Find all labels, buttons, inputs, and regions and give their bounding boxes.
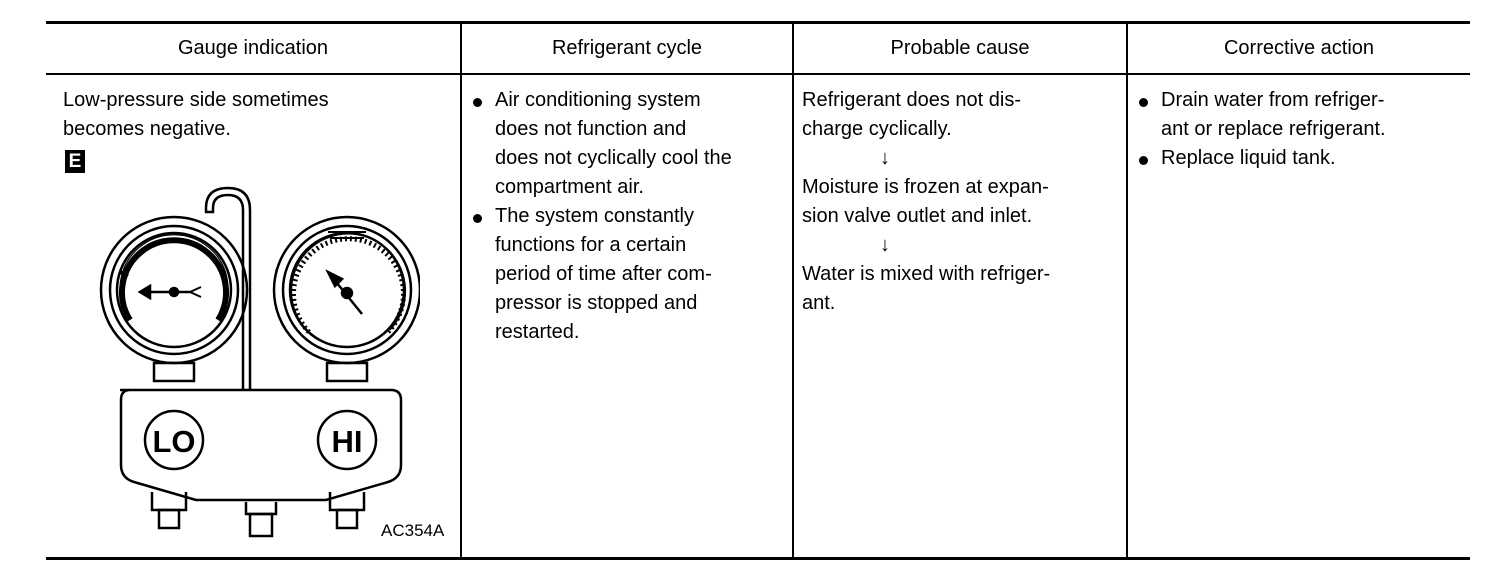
refrigerant-cycle-item: Air conditioning system does not function and does not cyclically cool the compartment air. bbox=[470, 86, 786, 202]
probable-cause-cell bbox=[802, 86, 1120, 318]
down-arrow-icon: ↓ bbox=[880, 147, 890, 169]
header-probable-cause: Probable cause bbox=[890, 37, 1030, 59]
column-divider bbox=[460, 23, 462, 558]
corrective-action-item: Replace liquid tank. bbox=[1136, 144, 1466, 173]
condition-badge: E bbox=[65, 150, 85, 173]
probable-cause-step: Refrigerant does not dis- charge cyclically. bbox=[802, 89, 1022, 140]
manifold-gauge-figure bbox=[90, 180, 420, 540]
corrective-action-cell bbox=[1136, 86, 1466, 173]
refrigerant-cycle-cell bbox=[470, 86, 786, 347]
table-bottom-rule bbox=[46, 557, 1470, 560]
header-separator-rule bbox=[46, 73, 1470, 75]
refrigerant-cycle-item: The system constantly functions for a certain period of time after com- pressor is stopped and restarted. bbox=[470, 202, 786, 347]
column-divider bbox=[792, 23, 794, 558]
lo-label: LO bbox=[152, 424, 196, 459]
probable-cause-step: Moisture is frozen at expan- sion valve outlet and inlet. bbox=[802, 176, 1049, 227]
gauge-indication-text: Low-pressure side sometimes becomes negative. bbox=[63, 89, 329, 140]
hi-label: HI bbox=[331, 424, 363, 459]
header-gauge-indication: Gauge indication bbox=[177, 37, 329, 59]
header-refrigerant-cycle: Refrigerant cycle bbox=[551, 37, 703, 59]
down-arrow-icon: ↓ bbox=[880, 234, 890, 256]
header-corrective-action: Corrective action bbox=[1223, 37, 1375, 59]
probable-cause-step: Water is mixed with refriger- ant. bbox=[802, 263, 1051, 314]
corrective-action-item: Drain water from refriger- ant or replace refrigerant. bbox=[1136, 86, 1466, 144]
column-divider bbox=[1126, 23, 1128, 558]
figure-code: AC354A bbox=[381, 521, 445, 540]
